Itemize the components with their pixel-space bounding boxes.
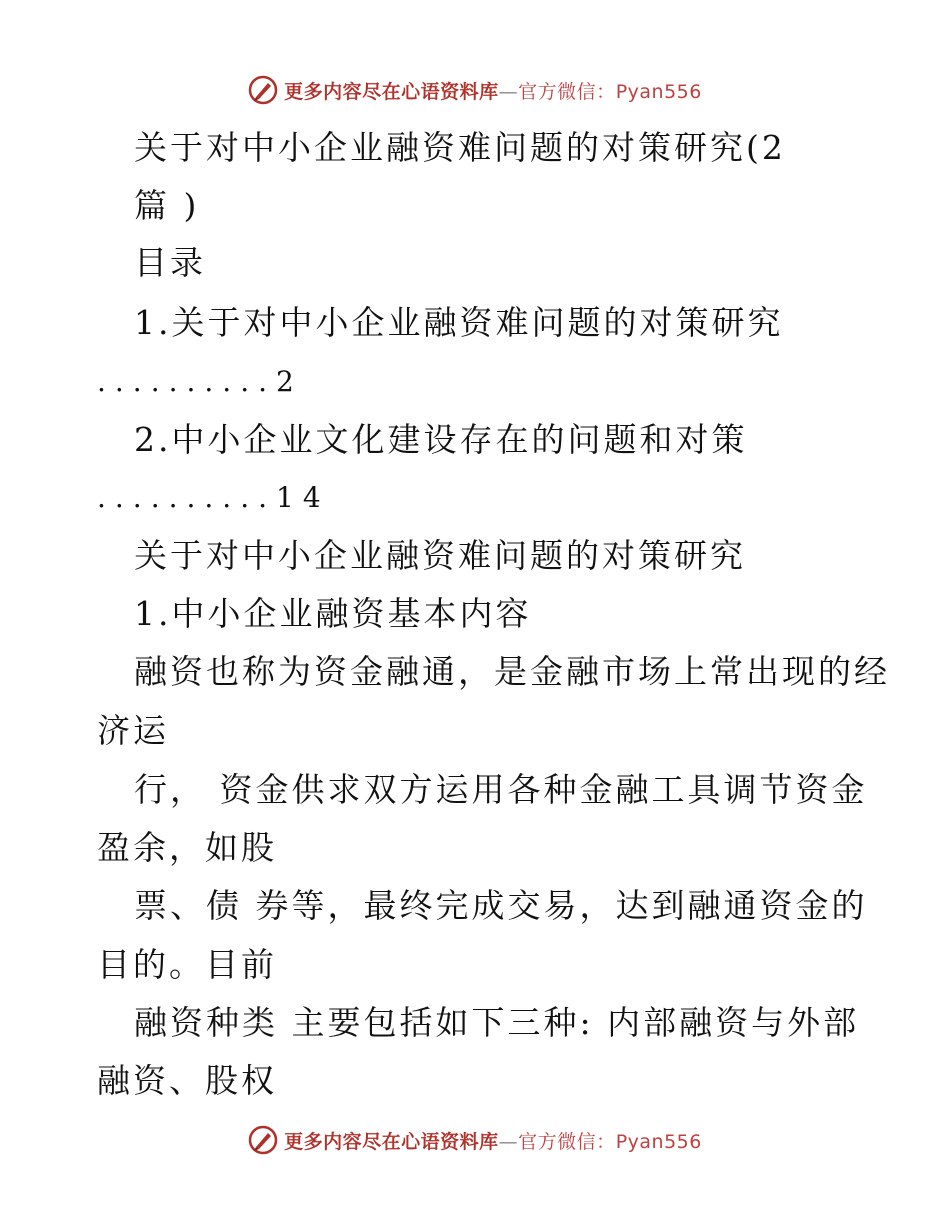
banner-inner <box>248 75 702 105</box>
banner-site-text: 更多内容尽在心语资料库 <box>284 80 499 103</box>
doc-title-line-2: 篇 ) <box>134 186 200 225</box>
toc-item-2-leader: ..........14 <box>97 481 330 514</box>
body-line: 融资种类 主要包括如下三种: 内部融资与外部 <box>134 1003 860 1042</box>
toc-item-1-title: 1.关于对中小企业融资难问题的对策研究 <box>134 303 784 342</box>
footer-banner <box>0 1120 950 1160</box>
body-line: 行， 资金供求双方运用各种金融工具调节资金 <box>134 770 868 809</box>
body-line: 盈余，如股 <box>97 828 277 867</box>
toc-item-2-title: 2.中小企业文化建设存在的问题和对策 <box>134 420 748 459</box>
banner-wechat-id: Pyan556 <box>615 1130 702 1153</box>
banner-text <box>284 77 702 104</box>
body-line: 济运 <box>97 711 169 750</box>
toc-heading: 目录 <box>134 243 206 282</box>
pen-logo-icon <box>248 1125 278 1155</box>
pen-logo-icon <box>248 75 278 105</box>
banner-wechat-id: Pyan556 <box>615 80 702 103</box>
banner-wechat-label: 官方微信： <box>518 80 616 103</box>
doc-title-line-1: 关于对中小企业融资难问题的对策研究(2 <box>134 128 786 167</box>
section-title: 关于对中小企业融资难问题的对策研究 <box>134 536 746 575</box>
body-line: 目的。目前 <box>97 945 277 984</box>
header-banner <box>0 70 950 110</box>
body-line: 融资也称为资金融通，是金融市场上常出现的经 <box>134 652 890 691</box>
banner-inner <box>248 1125 702 1155</box>
toc-item-1-leader: ..........2 <box>97 365 303 398</box>
banner-text <box>284 1127 702 1154</box>
banner-wechat-label: 官方微信： <box>518 1130 616 1153</box>
subsection-title: 1.中小企业融资基本内容 <box>134 594 532 633</box>
body-line: 票、债 券等，最终完成交易，达到融通资金的 <box>134 886 868 925</box>
banner-dash: — <box>498 1130 519 1153</box>
banner-dash: — <box>498 80 519 103</box>
body-line: 融资、股权 <box>97 1061 277 1100</box>
banner-site-text: 更多内容尽在心语资料库 <box>284 1130 499 1153</box>
